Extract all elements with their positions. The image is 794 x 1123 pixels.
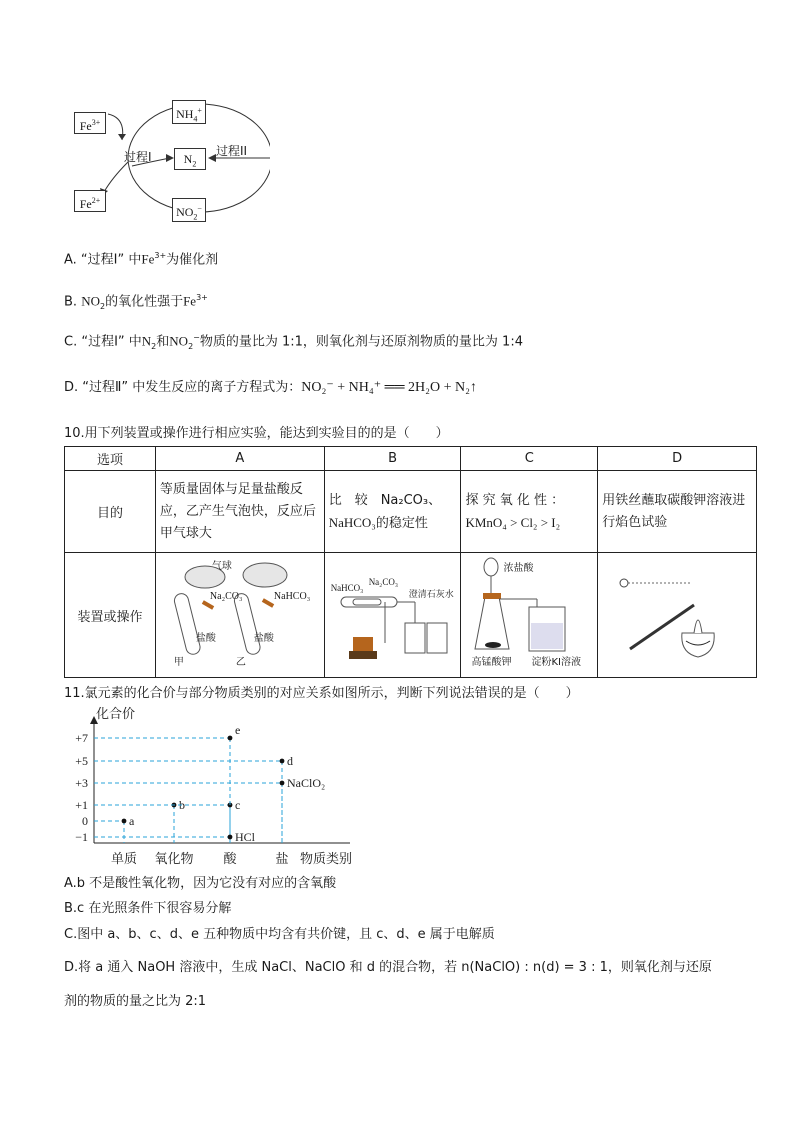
heating-apparatus-image [329, 553, 457, 673]
point-label: a [129, 814, 135, 828]
option-9d: D. “过程Ⅱ” 中发生反应的离子方程式为：NO₂⁻ + NH₄⁺ ══ 2H₂O + N₂↑ [64, 380, 477, 395]
nh4-box: $NH_4^+$ [172, 100, 206, 124]
option-11d-cont: 剂的物质的量之比为 2:1 [64, 994, 207, 1009]
option-9a: A. “过程Ⅰ” 中$Fe^{3+}$为催化剂 [64, 251, 219, 268]
label-kmno4: 高锰酸钾 [471, 657, 512, 668]
process2-label: 过程II [216, 144, 248, 158]
label-nahco3-a: NaHCO₃ [273, 591, 311, 602]
data-point-HCl [228, 835, 233, 840]
option-11b: B.c 在光照条件下很容易分解 [64, 901, 232, 916]
valence-chart [64, 706, 364, 872]
flame-test-image [602, 553, 752, 673]
data-point-a [122, 819, 127, 824]
no2-box: $NO_2^-$ [172, 198, 206, 222]
nitrogen-cycle-diagram [70, 96, 270, 226]
apparatus-b [324, 553, 461, 678]
point-label: d [287, 754, 293, 768]
x-category-label: 单质 [110, 852, 138, 867]
y-tick-label: +5 [75, 754, 88, 768]
question-11-stem: 11.氯元素的化合价与部分物质类别的对应关系如图所示，判断下列说法错误的是（ ） [64, 686, 579, 701]
purpose-d: 用铁丝蘸取碳酸钾溶液进行焰色试验 [598, 471, 757, 553]
x-category-label: 盐 [275, 852, 289, 867]
y-tick-label: −1 [75, 830, 88, 844]
x-axis-label: 物质类别 [299, 852, 352, 867]
point-label: c [235, 798, 241, 812]
option-9b: B. $NO_2$的氧化性强于$Fe^{3+}$ [64, 293, 208, 311]
header-d: D [598, 447, 757, 471]
purpose-b: 比 较 Na₂CO₃、 NaHCO₃的稳定性 [324, 471, 461, 553]
purpose-label: 目的 [65, 471, 156, 553]
label-nahco3-b: NaHCO₃ [330, 583, 364, 593]
data-point-d [280, 759, 285, 764]
header-b: B [324, 447, 461, 471]
apparatus-label: 装置或操作 [65, 553, 156, 678]
y-tick-label: +3 [75, 776, 88, 790]
apparatus-c [461, 553, 598, 678]
purpose-c: 探 究 氧 化 性 ： KMnO₄ > Cl₂ > I₂ [461, 471, 598, 553]
purpose-a: 等质量固体与足量盐酸反应，乙产生气泡快，反应后甲气球大 [155, 471, 324, 553]
option-11a: A.b 不是酸性氧化物，因为它没有对应的含氧酸 [64, 876, 337, 891]
apparatus-d [598, 553, 757, 678]
table-header-row [65, 447, 757, 471]
apparatus-a [155, 553, 324, 678]
label-ki-solution: 淀粉KI溶液 [531, 657, 581, 668]
label-yi: 乙 [235, 657, 246, 668]
purpose-row [65, 471, 757, 553]
y-axis-label: 化合价 [96, 707, 136, 722]
apparatus-row [65, 553, 757, 678]
point-label: HCl [235, 830, 256, 844]
fe3-box: $Fe^{3+}$ [74, 112, 106, 134]
option-11d: D.将 a 通入 NaOH 溶液中，生成 NaCl、NaClO 和 d 的混合物，若 n(NaClO) : n(d) = 3 : 1，则氧化剂与还原 [64, 960, 712, 975]
data-point-NaClO₂ [280, 781, 285, 786]
process1-label: 过程I [124, 150, 152, 164]
label-na2co3-b: Na₂CO₃ [368, 577, 398, 587]
option-9c: C. “过程Ⅰ” 中$N_2$和$NO_2^-$物质的量比为 1:1，则氧化剂与还原剂物质的量比为 1:4 [64, 333, 523, 351]
label-acid-1: 盐酸 [195, 633, 216, 644]
label-conc-hcl: 浓盐酸 [503, 563, 534, 574]
x-category-label: 酸 [223, 852, 237, 867]
data-point-e [228, 736, 233, 741]
n2-box: $N_2$ [174, 148, 206, 170]
label-limewater: 澄清石灰水 [408, 590, 454, 600]
question-10-stem: 10.用下列装置或操作进行相应实验，能达到实验目的的是（ ） [64, 426, 449, 441]
y-tick-label: +1 [75, 798, 88, 812]
label-jia: 甲 [173, 657, 184, 668]
header-c: C [461, 447, 598, 471]
experiment-table [64, 446, 757, 678]
label-balloon: 气球 [211, 561, 232, 572]
fe2-box: $Fe^{2+}$ [74, 190, 106, 212]
option-11c: C.图中 a、b、c、d、e 五种物质中均含有共价键，且 c、d、e 属于电解质 [64, 927, 495, 942]
y-tick-label: 0 [82, 814, 88, 828]
header-option: 选项 [65, 447, 156, 471]
x-category-label: 氧化物 [154, 852, 194, 867]
y-tick-label: +7 [75, 731, 88, 745]
label-na2co3-a: Na₂CO₃ [209, 591, 243, 602]
valence-chart-svg [64, 706, 364, 872]
point-label: NaClO₂ [287, 776, 326, 790]
point-label: e [235, 723, 241, 737]
point-label: b [179, 798, 185, 812]
header-a: A [155, 447, 324, 471]
label-acid-2: 盐酸 [253, 633, 274, 644]
